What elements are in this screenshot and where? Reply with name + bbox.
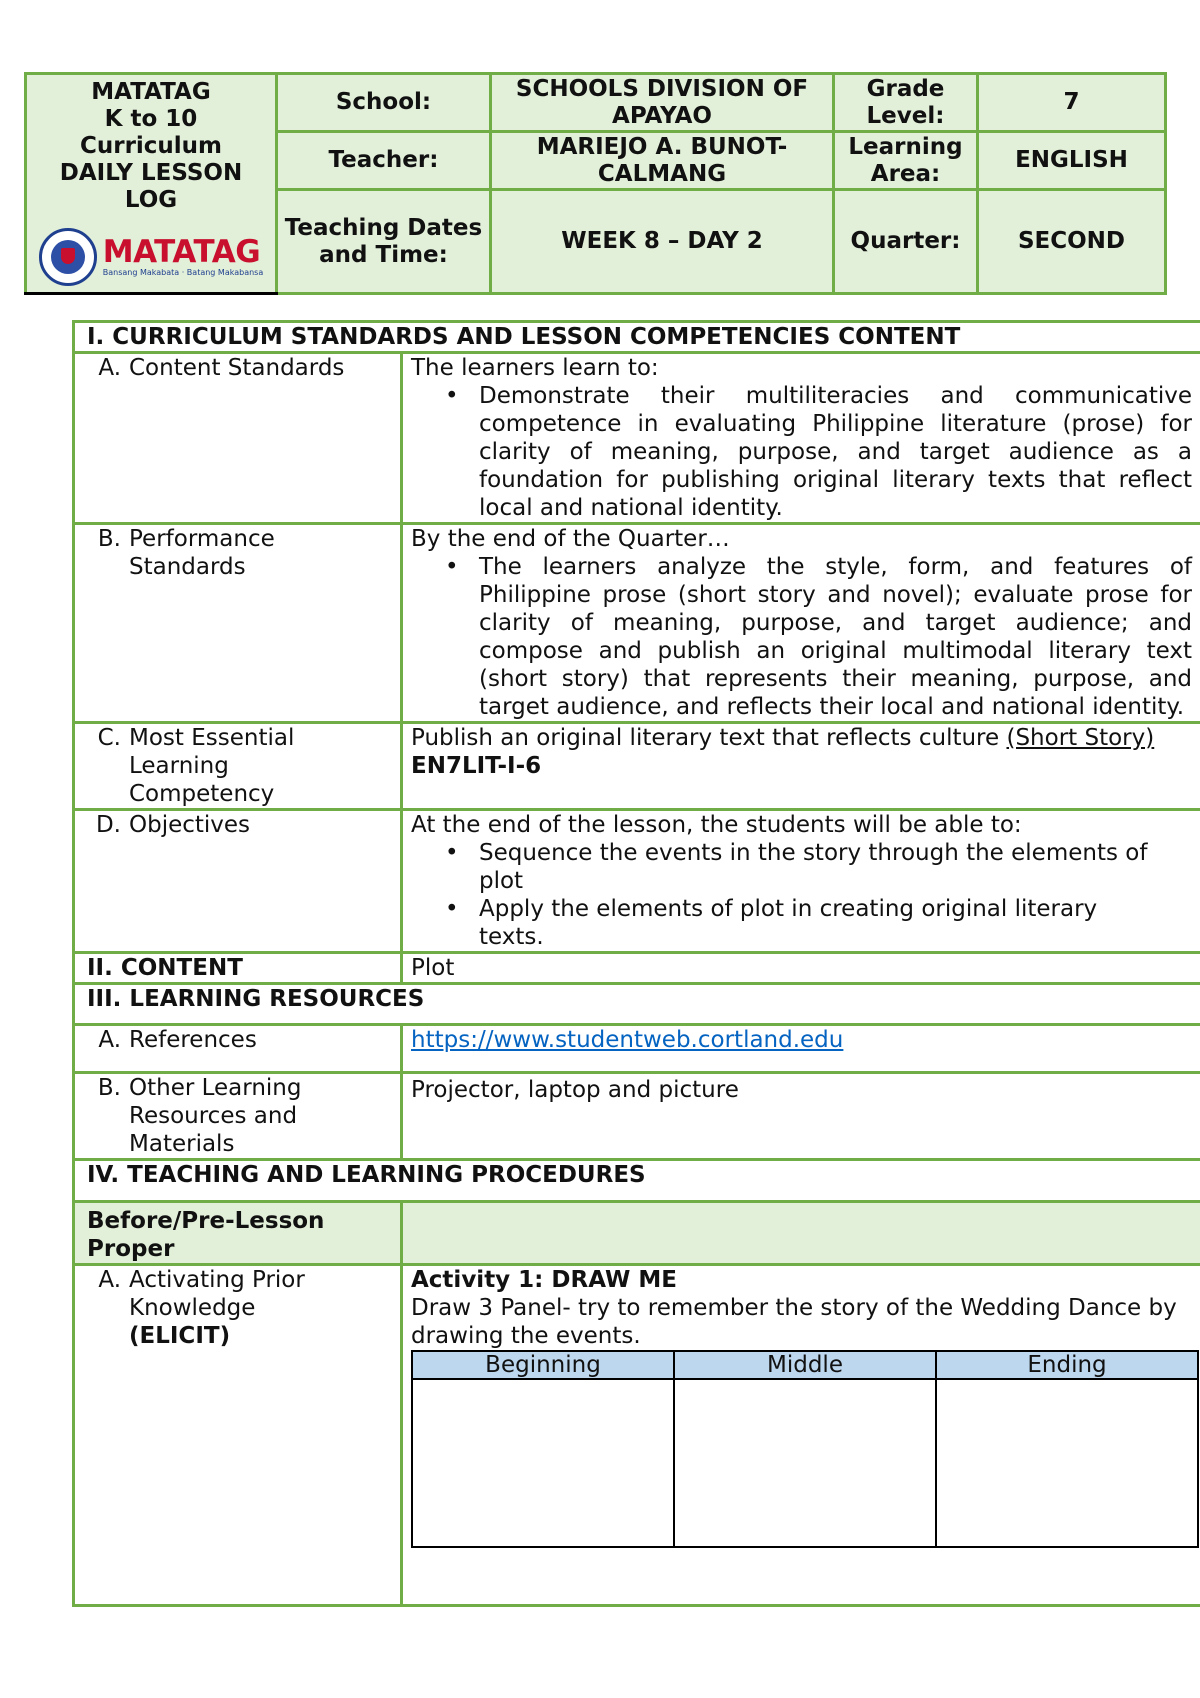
elicit-tag: (ELICIT): [129, 1323, 231, 1349]
references-label: A. References: [74, 1025, 402, 1073]
performance-standards-label: B. Performance Standards: [74, 524, 402, 723]
list-item: • Demonstrate their multiliteracies and communicative competence in evaluating Philippine literature (prose) for clarity of meaning, purpose, and target audience as a foundation for publishing original literary texts that reflect local and national identity.: [479, 382, 1192, 522]
deped-seal-icon: [39, 228, 97, 286]
column-header: Ending: [936, 1351, 1198, 1379]
draw-panel-table: [411, 1350, 1199, 1548]
matatag-logo: [31, 228, 271, 286]
lesson-header-table: [24, 72, 1167, 295]
competency-code: EN7LIT-I-6: [411, 753, 542, 779]
competency-text: Publish an original literary text that reflects culture (Short Story): [411, 725, 1155, 751]
section-heading: I. CURRICULUM STANDARDS AND LESSON COMPETENCIES CONTENT: [74, 322, 1200, 353]
dll-title-line: Curriculum: [79, 133, 223, 159]
dll-title-line: MATATAG: [91, 79, 211, 105]
competency-label: C. Most Essential Learning Competency: [74, 723, 402, 810]
dll-title-cell: [26, 74, 277, 294]
content-heading: II. CONTENT: [74, 953, 402, 984]
content-standards-label: A. Content Standards: [74, 353, 402, 524]
other-resources-value: Projector, laptop and picture: [402, 1073, 1200, 1160]
matatag-tagline: Bansang Makabata · Batang Makabansa: [102, 268, 264, 277]
teacher-label: Teacher:: [277, 132, 491, 190]
list-item: • Sequence the events in the story through the elements of plot: [479, 839, 1152, 895]
before-lesson-label: Before/Pre-Lesson Proper: [74, 1202, 402, 1265]
objectives-label: D. Objectives: [74, 810, 402, 953]
content-standards-intro: The learners learn to:: [411, 355, 659, 381]
column-header: Beginning: [412, 1351, 674, 1379]
column-header: Middle: [674, 1351, 936, 1379]
section-heading: III. LEARNING RESOURCES: [74, 984, 1200, 1025]
section-heading: IV. TEACHING AND LEARNING PROCEDURES: [74, 1160, 1200, 1202]
other-resources-label: B. Other Learning Resources and Materials: [74, 1073, 402, 1160]
reference-link[interactable]: https://www.studentweb.cortland.edu: [411, 1027, 844, 1053]
dll-title-line: DAILY LESSON: [59, 160, 243, 186]
grade-level-value: 7: [978, 74, 1166, 132]
matatag-wordmark: MATATAG: [102, 234, 261, 270]
list-item: • The learners analyze the style, form, and features of Philippine prose (short story and novel); evaluate prose for clarity of meaning, purpose, and target audience; and compose and publish an original multimodal literary text (short story) that represents their meaning, purpose, and target audience, and reflects their local and national identity.: [479, 553, 1192, 721]
learning-area-value: ENGLISH: [978, 132, 1166, 190]
teaching-dates-value: WEEK 8 – DAY 2: [491, 190, 834, 294]
content-value: Plot: [402, 953, 1200, 984]
learning-area-label: Learning Area:: [834, 132, 978, 190]
quarter-value: SECOND: [978, 190, 1166, 294]
activating-label: A. Activating Prior Knowledge (ELICIT): [74, 1265, 402, 1606]
drawing-panel[interactable]: [936, 1379, 1198, 1547]
dll-title-line: LOG: [124, 187, 178, 213]
lesson-body-table: [72, 320, 1200, 1607]
references-cell: [402, 1025, 1200, 1073]
drawing-panel[interactable]: [674, 1379, 936, 1547]
grade-level-label: Grade Level:: [834, 74, 978, 132]
drawing-panel[interactable]: [412, 1379, 674, 1547]
competency-cell: [402, 723, 1200, 810]
content-standards-cell: [402, 353, 1200, 524]
activity-title: Activity 1: DRAW ME: [411, 1267, 677, 1293]
school-value: SCHOOLS DIVISION OF APAYAO: [491, 74, 834, 132]
performance-standards-cell: [402, 524, 1200, 723]
teaching-dates-label: Teaching Dates and Time:: [277, 190, 491, 294]
objectives-cell: [402, 810, 1200, 953]
quarter-label: Quarter:: [834, 190, 978, 294]
before-lesson-cell: [402, 1202, 1200, 1265]
performance-standards-intro: By the end of the Quarter…: [411, 526, 730, 552]
teacher-value: MARIEJO A. BUNOT-CALMANG: [491, 132, 834, 190]
objectives-intro: At the end of the lesson, the students will be able to:: [411, 812, 1022, 838]
activity-instruction: Draw 3 Panel- try to remember the story of the Wedding Dance by drawing the events.: [411, 1295, 1177, 1349]
school-label: School:: [277, 74, 491, 132]
activity-cell: [402, 1265, 1200, 1606]
dll-title-line: K to 10: [104, 106, 198, 132]
list-item: • Apply the elements of plot in creating original literary texts.: [479, 895, 1152, 951]
